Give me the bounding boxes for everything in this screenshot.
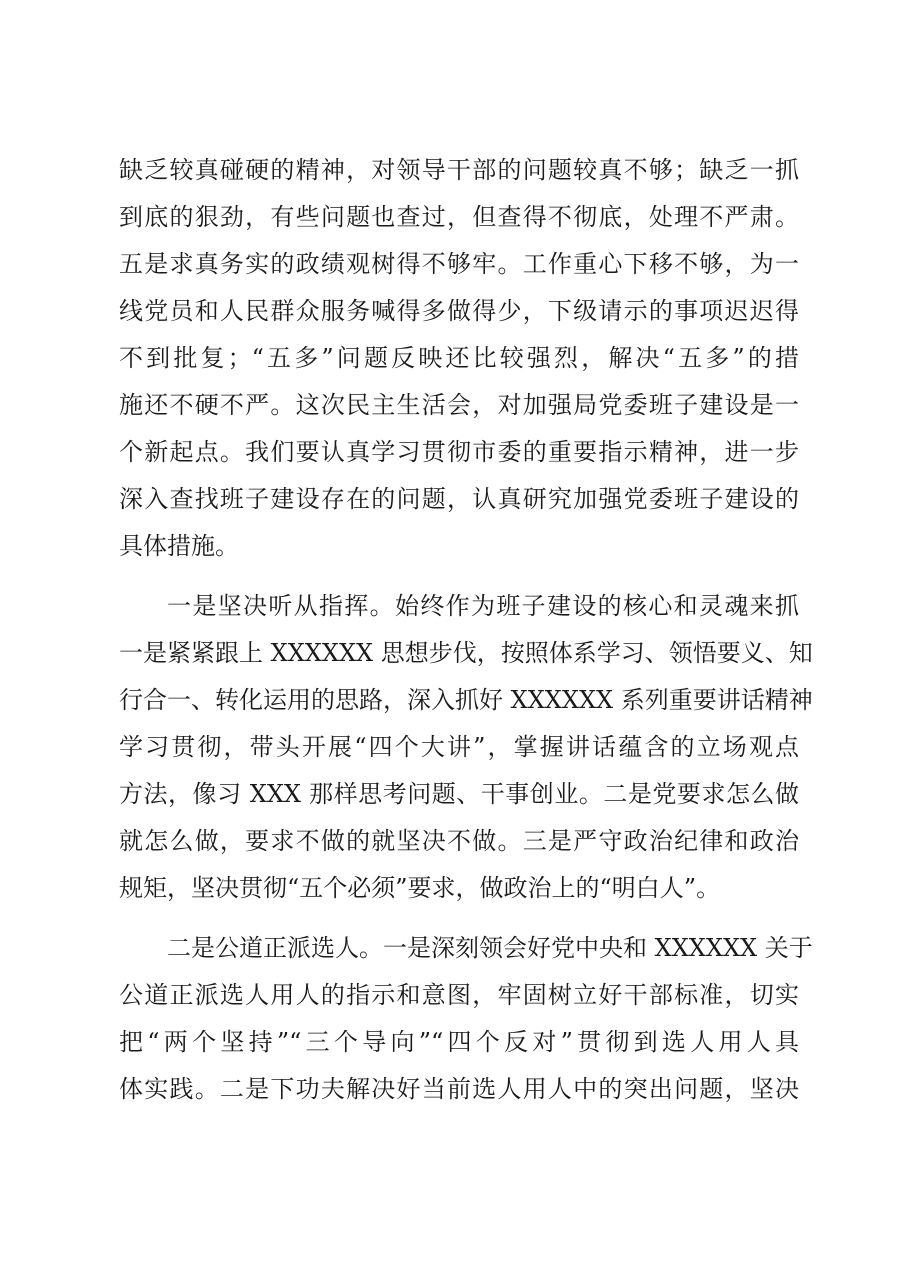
paragraph-2-line-3: 行合一、转化运用的思路，深入抓好 XXXXXX 系列重要讲话精神 bbox=[119, 686, 813, 714]
paragraph-1-line-4: 线党员和人民群众服务喊得多做得少，下级请示的事项迟迟得 bbox=[119, 297, 799, 325]
paragraph-2-line-2: 一是紧紧跟上 XXXXXX 思想步伐，按照体系学习、领悟要义、知 bbox=[119, 639, 813, 667]
paragraph-2-line-1: 一是坚决听从指挥。始终作为班子建设的核心和灵魂来抓 bbox=[167, 592, 799, 620]
paragraph-1-line-1: 缺乏较真碰硬的精神，对领导干部的问题较真不够；缺乏一抓 bbox=[119, 156, 799, 184]
paragraph-3-line-1: 二是公道正派选人。一是深刻领会好党中央和 XXXXXX 关于 bbox=[167, 934, 813, 962]
paragraph-3-line-2: 公道正派选人用人的指示和意图，牢固树立好干部标准，切实 bbox=[119, 981, 799, 1009]
paragraph-1-line-5: 不到批复；“五多”问题反映还比较强烈，解决“五多”的措 bbox=[119, 344, 799, 372]
paragraph-1-line-2: 到底的狠劲，有些问题也查过，但查得不彻底，处理不严肃。 bbox=[119, 203, 799, 231]
paragraph-1-line-9: 具体措施。 bbox=[119, 532, 239, 560]
paragraph-3-line-3: 把“两个坚持”“三个导向”“四个反对”贯彻到选人用人具 bbox=[119, 1028, 799, 1056]
paragraph-1-line-8: 深入查找班子建设存在的问题，认真研究加强党委班子建设的 bbox=[119, 485, 799, 513]
paragraph-1-line-7: 个新起点。我们要认真学习贯彻市委的重要指示精神，进一步 bbox=[119, 438, 799, 466]
paragraph-2-line-5: 方法，像习 XXX 那样思考问题、干事创业。二是党要求怎么做 bbox=[119, 780, 799, 808]
paragraph-2-line-4: 学习贯彻，带头开展“四个大讲”，掌握讲话蕴含的立场观点 bbox=[119, 733, 799, 761]
paragraph-3-line-4: 体实践。二是下功夫解决好当前选人用人中的突出问题，坚决 bbox=[119, 1075, 799, 1103]
paragraph-1-line-3: 五是求真务实的政绩观树得不够牢。工作重心下移不够，为一 bbox=[119, 250, 799, 278]
paragraph-2-line-6: 就怎么做，要求不做的就坚决不做。三是严守政治纪律和政治 bbox=[119, 827, 799, 855]
paragraph-1-line-6: 施还不硬不严。这次民主生活会，对加强局党委班子建设是一 bbox=[119, 391, 799, 419]
paragraph-2-line-7: 规矩，坚决贯彻“五个必须”要求，做政治上的“明白人”。 bbox=[119, 874, 721, 902]
